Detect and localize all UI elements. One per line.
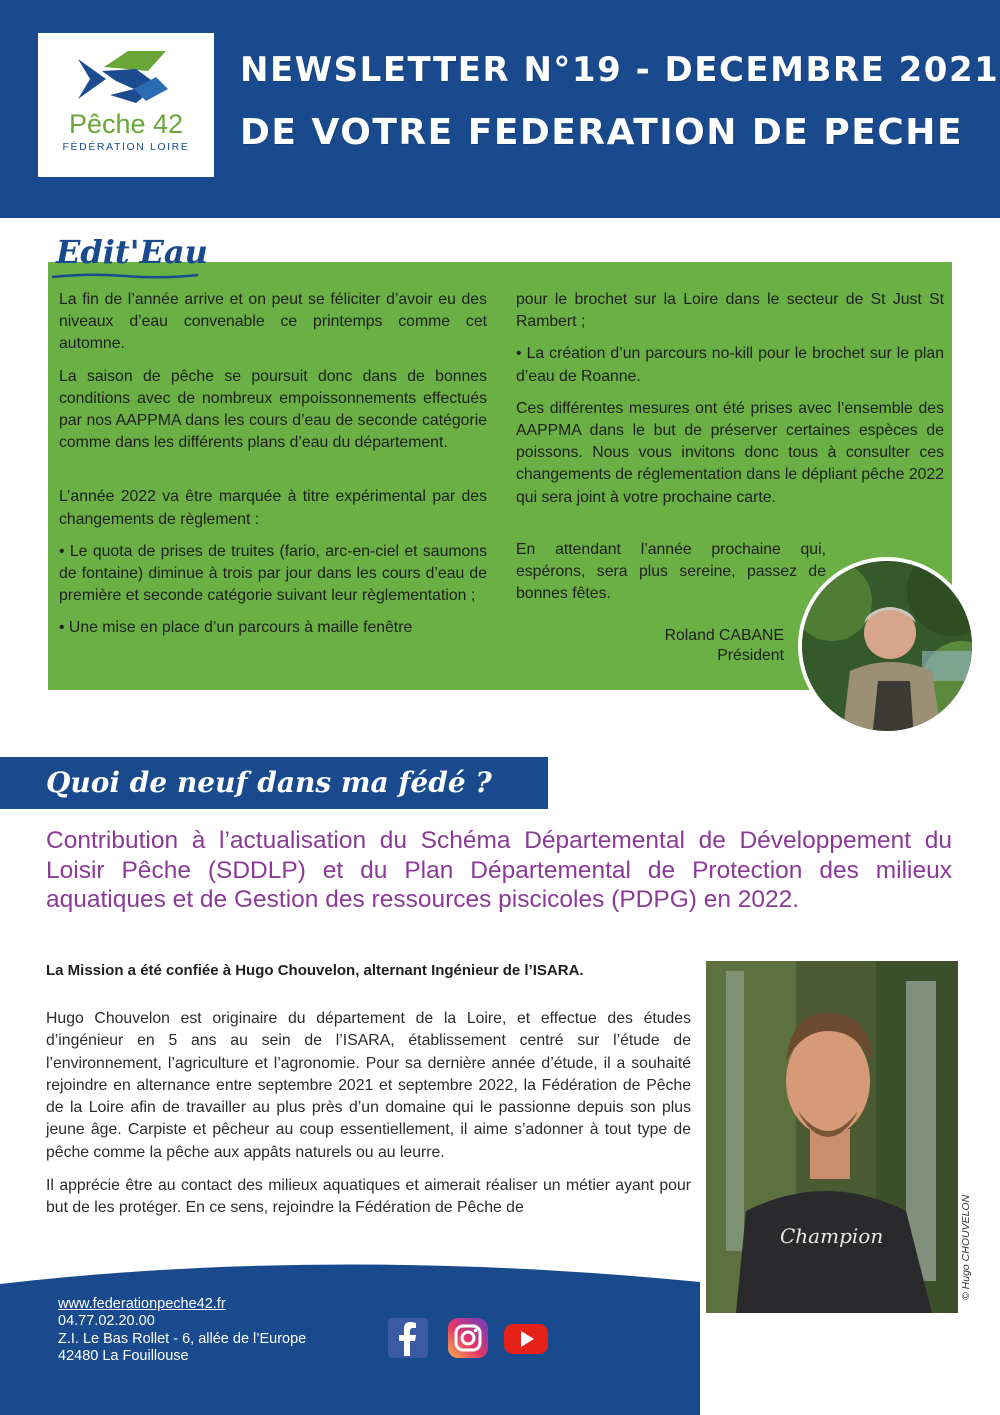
address-line: Z.I. Le Bas Rollet - 6, allée de l’Europe <box>58 1330 307 1347</box>
fish-logo-icon <box>76 49 176 107</box>
instagram-icon[interactable] <box>446 1316 490 1360</box>
edito-bullet: • Le quota de prises de truites (fario, arc-en-ciel et saumons de fontaine) diminue à trois par jour dans les cours d’eau de première et seconde catégorie suivant leur règlementation ; <box>59 542 487 605</box>
article-title: Contribution à l’actualisation du Schéma Départemental de Développement du Loisir Pêche (SDDLP) et du Plan Départemental de Protection des milieux aquatiques et de Gestion des ressources piscicoles (PDPG) en 2022. <box>46 827 952 913</box>
signature-name: Roland CABANE <box>664 627 784 644</box>
edito-title: Edit'Eau <box>56 233 208 271</box>
phone-number: 04.77.02.20.00 <box>58 1313 155 1330</box>
edito-paragraph: pour le brochet sur la Loire dans le secteur de St Just St Rambert ; <box>516 291 944 331</box>
edito-paragraph: L’année 2022 va être marquée à titre expérimental par des changements de règlement : <box>59 488 487 528</box>
edito-right-column <box>516 289 944 519</box>
edito-bullet: • La création d’un parcours no-kill pour le brochet sur le plan d’eau de Roanne. <box>516 345 944 385</box>
edito-paragraph: Ces différentes mesures ont été prises avec l’ensemble des AAPPMA dans le but de préserver certaines espèces de poissons. Nous vous invitons donc tous à consulter ces changements de réglementation dans le dépliant pêche 2022 qui sera joint à votre prochaine carte. <box>516 399 944 506</box>
logo-name: Pêche 42 <box>68 109 184 139</box>
footer-contact <box>58 1296 306 1365</box>
newsletter-title: NEWSLETTER N°19 - DECEMBRE 2021 <box>240 50 1000 90</box>
shirt-text: Champion <box>780 1224 884 1248</box>
facebook-icon[interactable] <box>386 1316 430 1360</box>
edito-signature <box>590 626 784 666</box>
newsletter-subtitle: DE VOTRE FEDERATION DE PECHE <box>240 112 964 153</box>
photo-credit: © Hugo CHOUVELON <box>960 1194 972 1300</box>
logo[interactable] <box>38 33 214 177</box>
article-lead: La Mission a été confiée à Hugo Chouvelon, alternant Ingénieur de l’ISARA. <box>46 962 584 979</box>
edito-closing: En attendant l’année prochaine qui, espérons, sera plus sereine, passez de bonnes fêtes. <box>516 541 826 603</box>
edito-bullet: • Une mise en place d’un parcours à maille fenêtre <box>59 619 413 637</box>
edito-title-underline <box>50 272 200 280</box>
article-paragraph: Hugo Chouvelon est originaire du département de la Loire, et effectue des études d’ingénieur en 5 ans au sein de l’ISARA, établissement centré sur l’étude de l’environnement, l’agriculture et l’agronomie. Pour sa dernière année d’étude, il a souhaité rejoindre en alternance entre septembre 2021 et septembre 2022, la Fédération de Pêche de la Loire afin de travailler au plus près d’un domaine qui le passionne depuis son plus jeune âge. Carpiste et pêcheur au coup essentiellement, il aime s’adonner à tout type de pêche comme la pêche aux appâts naturels ou au leurre. <box>46 1010 691 1161</box>
address-city: 42480 La Fouillouse <box>58 1347 189 1364</box>
article-paragraph: Il apprécie être au contact des milieux aquatiques et aimerait réaliser un métier ayant pour but de les protéger. En ce sens, rejoindre la Fédération de Pêche de <box>46 1177 691 1217</box>
youtube-icon[interactable] <box>502 1316 550 1360</box>
edito-paragraph: La saison de pêche se poursuit donc dans de bonnes conditions avec de nombreux empoissonnements effectués par nos AAPPMA dans les cours d’eau de seconde catégorie comme dans les différents plans d’eau du département. <box>59 367 487 452</box>
article-body <box>46 1008 691 1231</box>
website-link[interactable]: www.federationpeche42.fr <box>58 1296 226 1312</box>
president-photo <box>798 557 976 735</box>
signature-role: Président <box>717 647 784 664</box>
edito-left-column <box>59 289 487 650</box>
header-banner <box>0 0 1000 218</box>
logo-subtitle: FÉDÉRATION LOIRE <box>62 141 190 153</box>
edito-paragraph: La fin de l’année arrive et on peut se féliciter d’avoir eu des niveaux d’eau convenable ce printemps comme cet automne. <box>59 291 487 353</box>
section-title: Quoi de neuf dans ma fédé ? <box>46 766 492 799</box>
